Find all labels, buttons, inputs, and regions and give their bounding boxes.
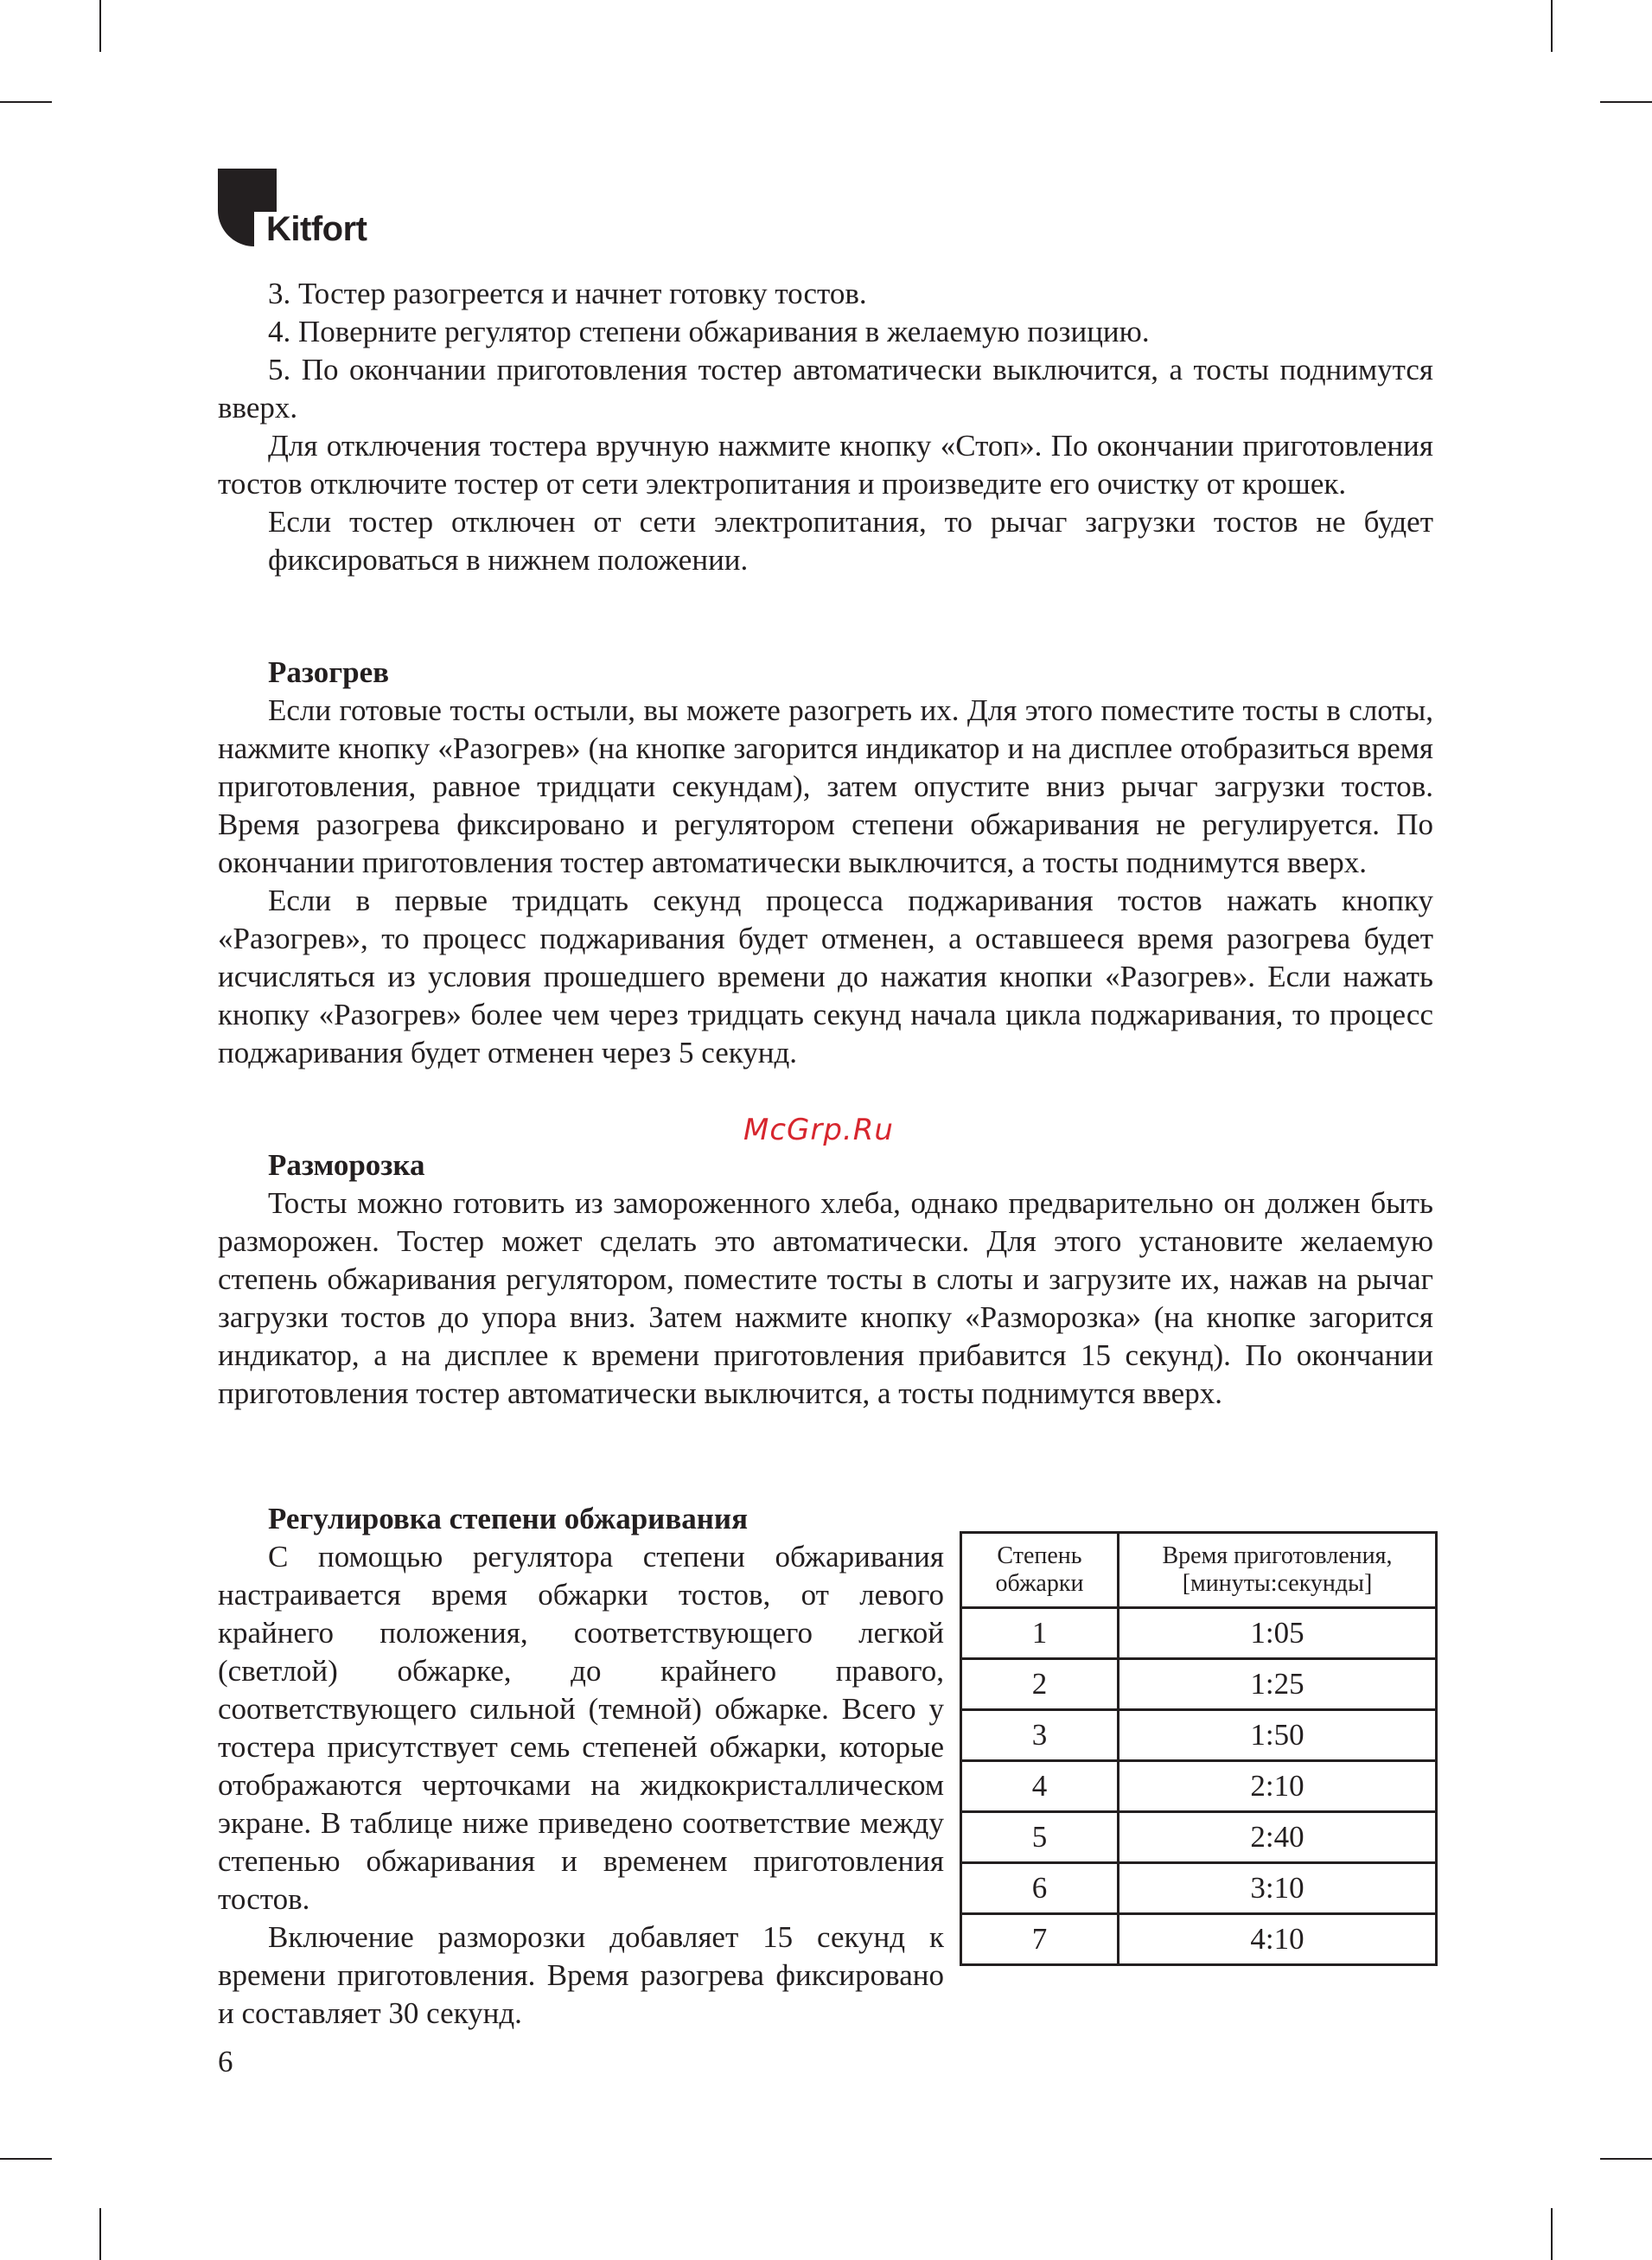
level-cell: 7 (961, 1914, 1119, 1965)
step-5: 5. По окончании приготовления тостер автоматически выключится, а тосты поднимутся вверх. (218, 353, 1433, 425)
intro-paragraph: Для отключения тостера вручную нажмите кнопку «Стоп». По окончании приготовления тостов отключите тостер от сети электропитания и произведите его очистку от крошек. (218, 429, 1433, 501)
time-cell: 1:50 (1119, 1710, 1437, 1761)
table-row (961, 1659, 1437, 1710)
step-3: 3. Тостер разогреется и начнет готовку тостов. (268, 277, 867, 310)
level-cell: 2 (961, 1659, 1119, 1710)
crop-mark (99, 0, 101, 52)
crop-mark (99, 2208, 101, 2260)
table-row (961, 1914, 1437, 1965)
section-heading-browning: Регулировка степени обжаривания (268, 1502, 749, 1535)
section-heading-reheat: Разогрев (268, 655, 390, 689)
crop-mark (0, 2158, 52, 2160)
level-cell: 6 (961, 1863, 1119, 1914)
browning-time-table (960, 1531, 1438, 1966)
time-cell: 2:40 (1119, 1812, 1437, 1863)
table-row (961, 1863, 1437, 1914)
defrost-paragraph: Тосты можно готовить из замороженного хлеба, однако предварительно он должен быть разморожен. Тостер может сделать это автоматически. Для этого установите желаемую степень обжаривания регулятором, поместите тосты в слоты и загрузите их, нажав на рычаг загрузки тостов до упора вниз. Затем нажмите кнопку «Разморозка» (на кнопке загорится индикатор, а на дисплее к времени приготовления прибавится 15 секунд). По окончании приготовления тостер автоматически выключится, а тосты поднимутся вверх. (218, 1186, 1433, 1410)
reheat-paragraph: Если готовые тосты остыли, вы можете разогреть их. Для этого поместите тосты в слоты, нажмите кнопку «Разогрев» (на кнопке загорится индикатор и на дисплее отобразиться время приготовления, равное тридцати секундам), затем опустите вниз рычаг загрузки тостов. Время разогрева фиксировано и регулятором степени обжаривания не регулируется. По окончании приготовления тостер автоматически выключится, а тосты поднимутся вверх. (218, 693, 1433, 879)
crop-mark (1600, 101, 1652, 103)
table-row (961, 1710, 1437, 1761)
brand-name: Kitfort (266, 210, 367, 248)
step-4: 4. Поверните регулятор степени обжаривания в желаемую позицию. (268, 315, 1150, 348)
time-cell: 4:10 (1119, 1914, 1437, 1965)
crop-mark (1600, 2158, 1652, 2160)
crop-mark (1551, 2208, 1553, 2260)
intro-section (218, 275, 1433, 579)
reheat-paragraph: Если в первые тридцать секунд процесса поджаривания тостов нажать кнопку «Разогрев», то процесс поджаривания будет отменен, а оставшееся время разогрева будет исчисляться из условия прошедшего времени до нажатия кнопки «Разогрев». Если нажать кнопку «Разогрев» более чем через тридцать секунд начала цикла поджаривания, то процесс поджаривания будет отменен через 5 секунд. (218, 884, 1433, 1069)
time-cell: 1:05 (1119, 1608, 1437, 1659)
time-cell: 3:10 (1119, 1863, 1437, 1914)
watermark: McGrp.Ru (743, 1113, 894, 1147)
level-cell: 5 (961, 1812, 1119, 1863)
level-cell: 1 (961, 1608, 1119, 1659)
reheat-section (218, 692, 1433, 1072)
level-cell: 4 (961, 1761, 1119, 1812)
time-cell: 2:10 (1119, 1761, 1437, 1812)
table-row (961, 1608, 1437, 1659)
column-header-time: Время приготовления, [минуты:секунды] (1119, 1533, 1437, 1608)
browning-section (218, 1538, 944, 2033)
browning-paragraph: Включение разморозки добавляет 15 секунд к времени приготовления. Время разогрева фиксировано и составляет 30 секунд. (218, 1920, 944, 2030)
intro-paragraph: Если тостер отключен от сети электропитания, то рычаг загрузки тостов не будет фиксироваться в нижнем положении. (268, 505, 1433, 577)
crop-mark (0, 101, 52, 103)
section-heading-defrost: Разморозка (268, 1148, 425, 1182)
page-number: 6 (218, 2045, 233, 2078)
browning-paragraph: С помощью регулятора степени обжаривания настраивается время обжарки тостов, от левого крайнего положения, соответствующего легкой (светлой) обжарке, до крайнего правого, соответствующего сильной (темной) обжарке. Всего у тостера присутствует семь степеней обжарки, которые отображаются черточками на жидкокристаллическом экране. В таблице ниже приведено соответствие между степенью обжаривания и временем приготовления тостов. (218, 1540, 944, 1916)
table-row (961, 1812, 1437, 1863)
column-header-level: Степень обжарки (961, 1533, 1119, 1608)
brand-logo (218, 169, 391, 255)
crop-mark (1551, 0, 1553, 52)
table-header-row (961, 1533, 1437, 1608)
defrost-section (218, 1184, 1433, 1413)
level-cell: 3 (961, 1710, 1119, 1761)
table-row (961, 1761, 1437, 1812)
time-cell: 1:25 (1119, 1659, 1437, 1710)
